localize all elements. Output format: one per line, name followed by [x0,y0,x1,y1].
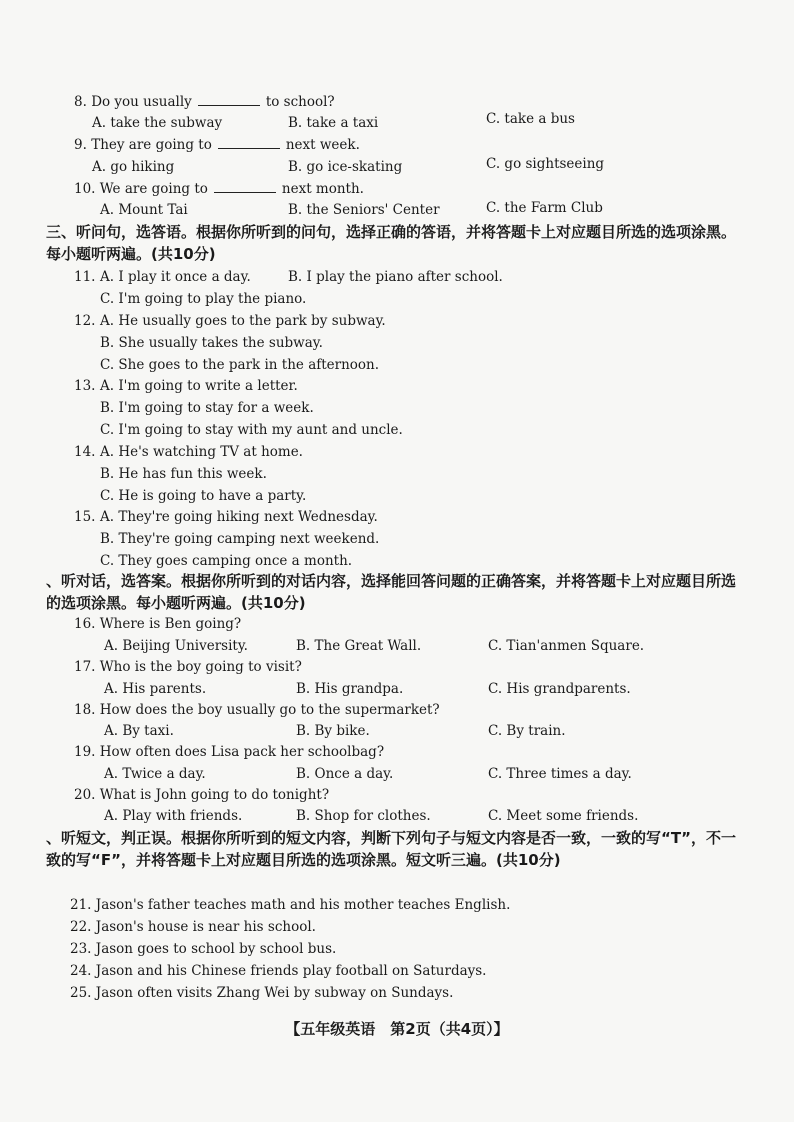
option-17a: A. His parents. [104,681,207,697]
option-15c: C. They goes camping once a month. [100,553,353,569]
option-18c: C. By train. [488,723,566,739]
question-number: 18. [74,702,96,718]
statement-23 [70,940,336,958]
statement-number: 22. [70,919,92,935]
statement-number: 24. [70,963,92,979]
question-19 [74,743,384,761]
answer-blank [198,93,260,106]
answer-blank [218,136,280,149]
question-number: 16. [74,616,96,632]
question-text: to school? [265,94,335,110]
question-12 [74,312,95,330]
statement-number: 21. [70,897,92,913]
option-14b: B. He has fun this week. [100,466,267,482]
option-16c: C. Tian'anmen Square. [488,638,645,654]
statement-25 [70,984,453,1002]
option-14a: A. He's watching TV at home. [100,444,303,460]
option-8c: C. take a bus [486,111,575,127]
section-3-heading: 三、听问句，选答语。根据你所听到的问句，选择正确的答语，并将答题卡上对应题目所选的选项涂黑。每小题听两遍。(共10分) [46,223,737,263]
question-number: 20. [74,787,96,803]
question-text: Who is the boy going to visit? [99,659,302,675]
statement-text: Jason often visits Zhang Wei by subway on Sundays. [95,985,454,1001]
option-11a: A. I play it once a day. [100,269,251,285]
option-11b: B. I play the piano after school. [288,269,503,285]
option-9b: B. go ice-skating [288,159,403,175]
question-number: 9. [74,137,87,153]
option-20a: A. Play with friends. [104,808,243,824]
question-18 [74,701,440,719]
question-number: 17. [74,659,96,675]
question-text: How often does Lisa pack her schoolbag? [99,744,385,760]
statement-text: Jason goes to school by school bus. [95,941,337,957]
statement-22 [70,918,316,936]
question-number: 8. [74,94,87,110]
option-13a: A. I'm going to write a letter. [100,378,298,394]
option-20c: C. Meet some friends. [488,808,639,824]
page-footer: 【五年级英语 第2页（共4页）】 [285,1020,509,1038]
statement-number: 25. [70,985,92,1001]
option-15a: A. They're going hiking next Wednesday. [100,509,378,525]
option-17b: B. His grandpa. [296,681,404,697]
option-19c: C. Three times a day. [488,766,632,782]
question-13 [74,377,95,395]
question-text: They are going to [91,137,212,153]
option-10c: C. the Farm Club [486,200,603,216]
question-8 [74,93,335,111]
option-16b: B. The Great Wall. [296,638,422,654]
question-text: next week. [285,137,360,153]
question-text: How does the boy usually go to the supermarket? [99,702,440,718]
option-17c: C. His grandparents. [488,681,631,697]
option-16a: A. Beijing University. [104,638,248,654]
option-12c: C. She goes to the park in the afternoon. [100,357,380,373]
question-number: 10. [74,181,96,197]
option-9a: A. go hiking [92,159,175,175]
option-19b: B. Once a day. [296,766,394,782]
option-20b: B. Shop for clothes. [296,808,431,824]
option-8a: A. take the subway [92,115,223,131]
question-17 [74,658,302,676]
option-18a: A. By taxi. [104,723,174,739]
answer-blank [214,180,276,193]
question-text: Do you usually [91,94,192,110]
option-13b: B. I'm going to stay for a week. [100,400,314,416]
option-12b: B. She usually takes the subway. [100,335,323,351]
question-14 [74,443,95,461]
statement-text: Jason and his Chinese friends play football on Saturdays. [95,963,487,979]
question-10 [74,180,364,198]
option-11c: C. I'm going to play the piano. [100,291,307,307]
option-15b: B. They're going camping next weekend. [100,531,380,547]
question-text: Where is Ben going? [99,616,242,632]
question-11 [74,268,95,286]
statement-text: Jason's father teaches math and his mother teaches English. [95,897,511,913]
question-number: 11. [74,269,96,285]
statement-21 [70,896,510,914]
option-10a: A. Mount Tai [100,202,188,218]
section-5-heading: 、听短文，判正误。根据你所听到的短文内容，判断下列句子与短文内容是否一致，一致的写“T”，不一致的写“F”，并将答题卡上对应题目所选的选项涂黑。短文听三遍。(共10分) [46,829,736,869]
option-8b: B. take a taxi [288,115,379,131]
option-13c: C. I'm going to stay with my aunt and uncle. [100,422,403,438]
question-text: next month. [281,181,364,197]
question-number: 12. [74,313,96,329]
question-15 [74,508,95,526]
question-20 [74,786,329,804]
question-number: 15. [74,509,96,525]
statement-24 [70,962,486,980]
statement-number: 23. [70,941,92,957]
option-10b: B. the Seniors' Center [288,202,440,218]
option-12a: A. He usually goes to the park by subway. [100,313,386,329]
section-4-heading: 、听对话，选答案。根据你所听到的对话内容，选择能回答问题的正确答案，并将答题卡上对应题目所选的选项涂黑。每小题听两遍。(共10分) [46,572,737,612]
question-number: 19. [74,744,96,760]
question-number: 14. [74,444,96,460]
option-14c: C. He is going to have a party. [100,488,307,504]
option-18b: B. By bike. [296,723,370,739]
question-text: We are going to [99,181,208,197]
option-19a: A. Twice a day. [104,766,206,782]
question-16 [74,615,241,633]
option-9c: C. go sightseeing [486,156,605,172]
question-text: What is John going to do tonight? [99,787,330,803]
question-9 [74,136,360,154]
question-number: 13. [74,378,96,394]
statement-text: Jason's house is near his school. [95,919,316,935]
